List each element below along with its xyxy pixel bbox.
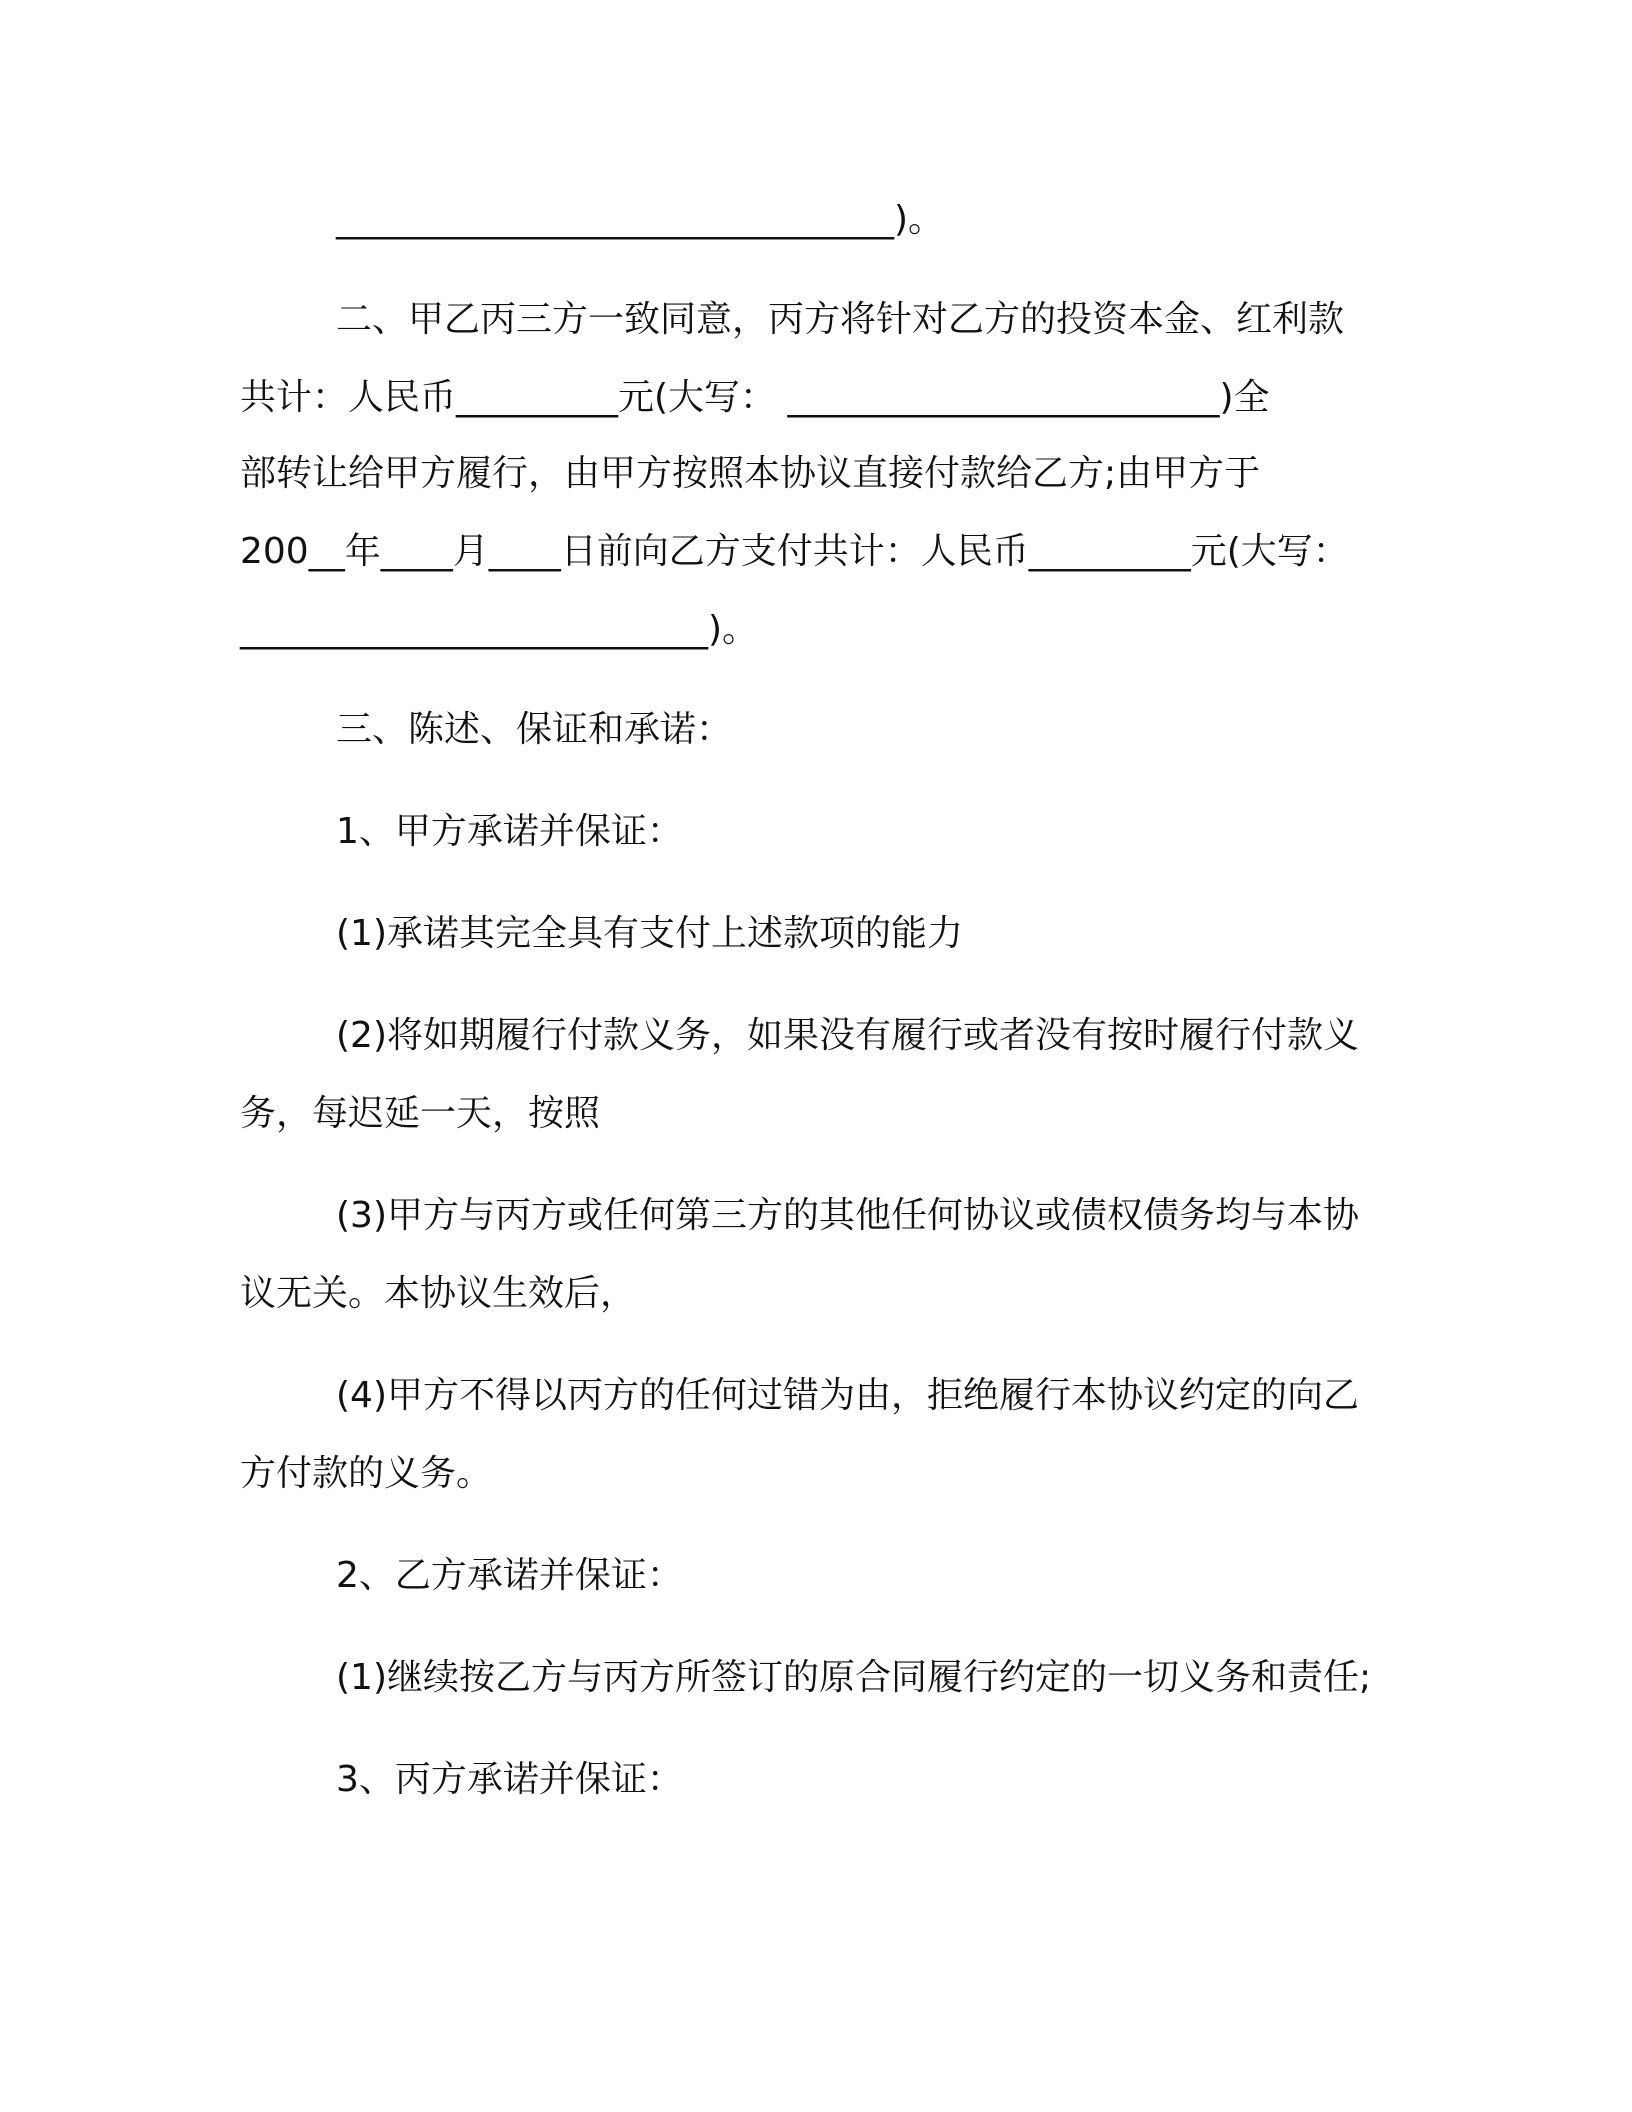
text-line: 务，每迟延一天，按照 [240, 1093, 601, 1134]
text-line: (1)继续按乙方与丙方所签订的原合同履行约定的一切义务和责任; [336, 1657, 1372, 1698]
text-line: 议无关。本协议生效后， [240, 1273, 637, 1314]
text-line: (4)甲方不得以丙方的任何过错为由，拒绝履行本协议约定的向乙 [336, 1375, 1359, 1416]
text-line: (1)承诺其完全具有支付上述款项的能力 [336, 913, 963, 954]
text-line: 共计：人民币_________元(大写： ________________________)全 [240, 377, 1270, 418]
text-line: 200__年____月____日前向乙方支付共计：人民币_________元(大写： [240, 531, 1349, 572]
text-line: (3)甲方与丙方或任何第三方的其他任何协议或债权债务均与本协 [336, 1195, 1359, 1236]
text-line: _______________________________)。 [336, 199, 945, 240]
subsection-heading: 1、甲方承诺并保证： [336, 811, 683, 852]
text-line: 二、甲乙丙三方一致同意，丙方将针对乙方的投资本金、红利款 [336, 299, 1345, 340]
text-line: 方付款的义务。 [240, 1453, 493, 1494]
subsection-heading: 3、丙方承诺并保证： [336, 1759, 683, 1800]
text-line: __________________________)。 [240, 609, 759, 650]
section-heading: 三、陈述、保证和承诺： [336, 709, 733, 750]
subsection-heading: 2、乙方承诺并保证： [336, 1555, 683, 1596]
text-line: (2)将如期履行付款义务，如果没有履行或者没有按时履行付款义 [336, 1015, 1359, 1056]
text-line: 部转让给甲方履行，由甲方按照本协议直接付款给乙方;由甲方于 [240, 453, 1261, 494]
